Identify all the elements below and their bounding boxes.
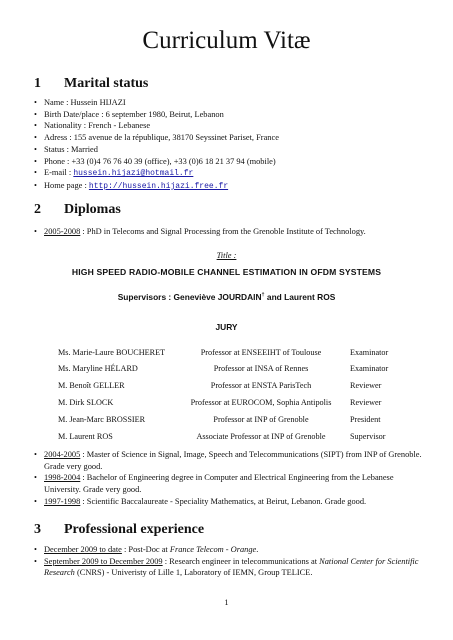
list-item-postdoc: • December 2009 to date : Post-Doc at France Telecom - Orange. xyxy=(34,544,429,556)
jury-position: Professor at INP of Grenoble xyxy=(213,415,309,424)
jury-name: M. Benoît GELLER xyxy=(58,381,125,390)
list-item-address: • Adress : 155 avenue de la république, 38170 Seyssinet Pariset, France xyxy=(34,132,429,144)
document-title: Curriculum Vitæ xyxy=(142,27,311,54)
jury-row xyxy=(58,380,428,391)
jury-role: Reviewer xyxy=(350,398,382,407)
jury-name: M. Dirk SLOCK xyxy=(58,398,114,407)
list-item-master: • 2004-2005 : Master of Science in Signal, Image, Speech and Telecommunications (SIPT) from INP of Grenoble. Grade very good. xyxy=(34,449,429,472)
jury-row xyxy=(58,363,428,374)
jury-role: Reviewer xyxy=(350,381,382,390)
jury-name: M. Jean-Marc BROSSIER xyxy=(58,415,146,424)
jury-name: M. Laurent ROS xyxy=(58,432,113,441)
list-item-research-engineer: • September 2009 to December 2009 : Research engineer in telecommunications at National Center for Scientific Research (CNRS) - Univeristy of Lille 1, Laboratory of IEMN, Group TELICE. xyxy=(34,556,429,579)
thesis-title: HIGH SPEED RADIO-MOBILE CHANNEL ESTIMATION IN OFDM SYSTEMS xyxy=(71,267,382,277)
page-number: 1 xyxy=(224,598,229,607)
jury-role: President xyxy=(350,415,381,424)
supervisors-line: Supervisors : Geneviève JOURDAIN† and Laurent ROS xyxy=(117,292,336,302)
jury-position: Associate Professor at INP of Grenoble xyxy=(196,432,326,441)
jury-position: Professor at ENSTA ParisTech xyxy=(210,381,312,390)
jury-role: Examinator xyxy=(350,364,389,373)
list-item-birth: • Birth Date/place : 6 september 1980, Beirut, Lebanon xyxy=(34,109,429,121)
jury-role: Supervisor xyxy=(350,432,386,441)
list-item-bachelor: • 1998-2004 : Bachelor of Engineering degree in Computer and Electrical Engineering from the Lebanese University. Grade very good. xyxy=(34,472,429,495)
list-item-phd: • 2005-2008 : PhD in Telecoms and Signal Processing from the Grenoble Institute of Technology. xyxy=(34,226,429,238)
jury-position: Professor at ENSEEIHT of Toulouse xyxy=(200,348,322,357)
list-item-homepage: • Home page : http://hussein.hijazi.free.fr xyxy=(34,180,429,193)
marital-status-list xyxy=(34,97,429,193)
experience-list xyxy=(34,544,429,579)
list-item-baccalaureate: • 1997-1998 : Scientific Baccalaureate - Speciality Mathematics, at Beirut, Lebanon. Grade good. xyxy=(34,496,429,508)
phd-list xyxy=(34,226,429,238)
jury-position: Professor at INSA of Rennes xyxy=(213,364,309,373)
homepage-link[interactable]: http://hussein.hijazi.free.fr xyxy=(88,181,229,191)
jury-row xyxy=(58,397,428,408)
jury-role: Examinator xyxy=(350,348,389,357)
section-heading-diplomas: 2 Diplomas xyxy=(34,202,121,217)
jury-position: Professor at EUROCOM, Sophia Antipolis xyxy=(190,398,332,407)
list-item-email: • E-mail : hussein.hijazi@hotmail.fr xyxy=(34,167,429,180)
list-item-name: • Name : Hussein HIJAZI xyxy=(34,97,429,109)
list-item-nationality: • Nationality : French - Lebanese xyxy=(34,120,429,132)
jury-heading: JURY xyxy=(215,322,238,332)
jury-name: Ms. Marie-Laure BOUCHERET xyxy=(58,348,166,357)
list-item-status: • Status : Married xyxy=(34,144,429,156)
other-diplomas-list xyxy=(34,449,429,508)
jury-row xyxy=(58,431,428,442)
section-heading-marital-status: 1 Marital status xyxy=(34,76,149,91)
list-item-phone: • Phone : +33 (0)4 76 76 40 39 (office), +33 (0)6 18 21 37 94 (mobile) xyxy=(34,156,429,168)
jury-row xyxy=(58,414,428,425)
thesis-title-label: Title : xyxy=(216,251,237,260)
jury-name: Ms. Maryline HÉLARD xyxy=(58,364,138,373)
jury-row xyxy=(58,347,428,358)
section-heading-professional-experience: 3 Professional experience xyxy=(34,522,205,537)
email-link[interactable]: hussein.hijazi@hotmail.fr xyxy=(73,169,194,179)
